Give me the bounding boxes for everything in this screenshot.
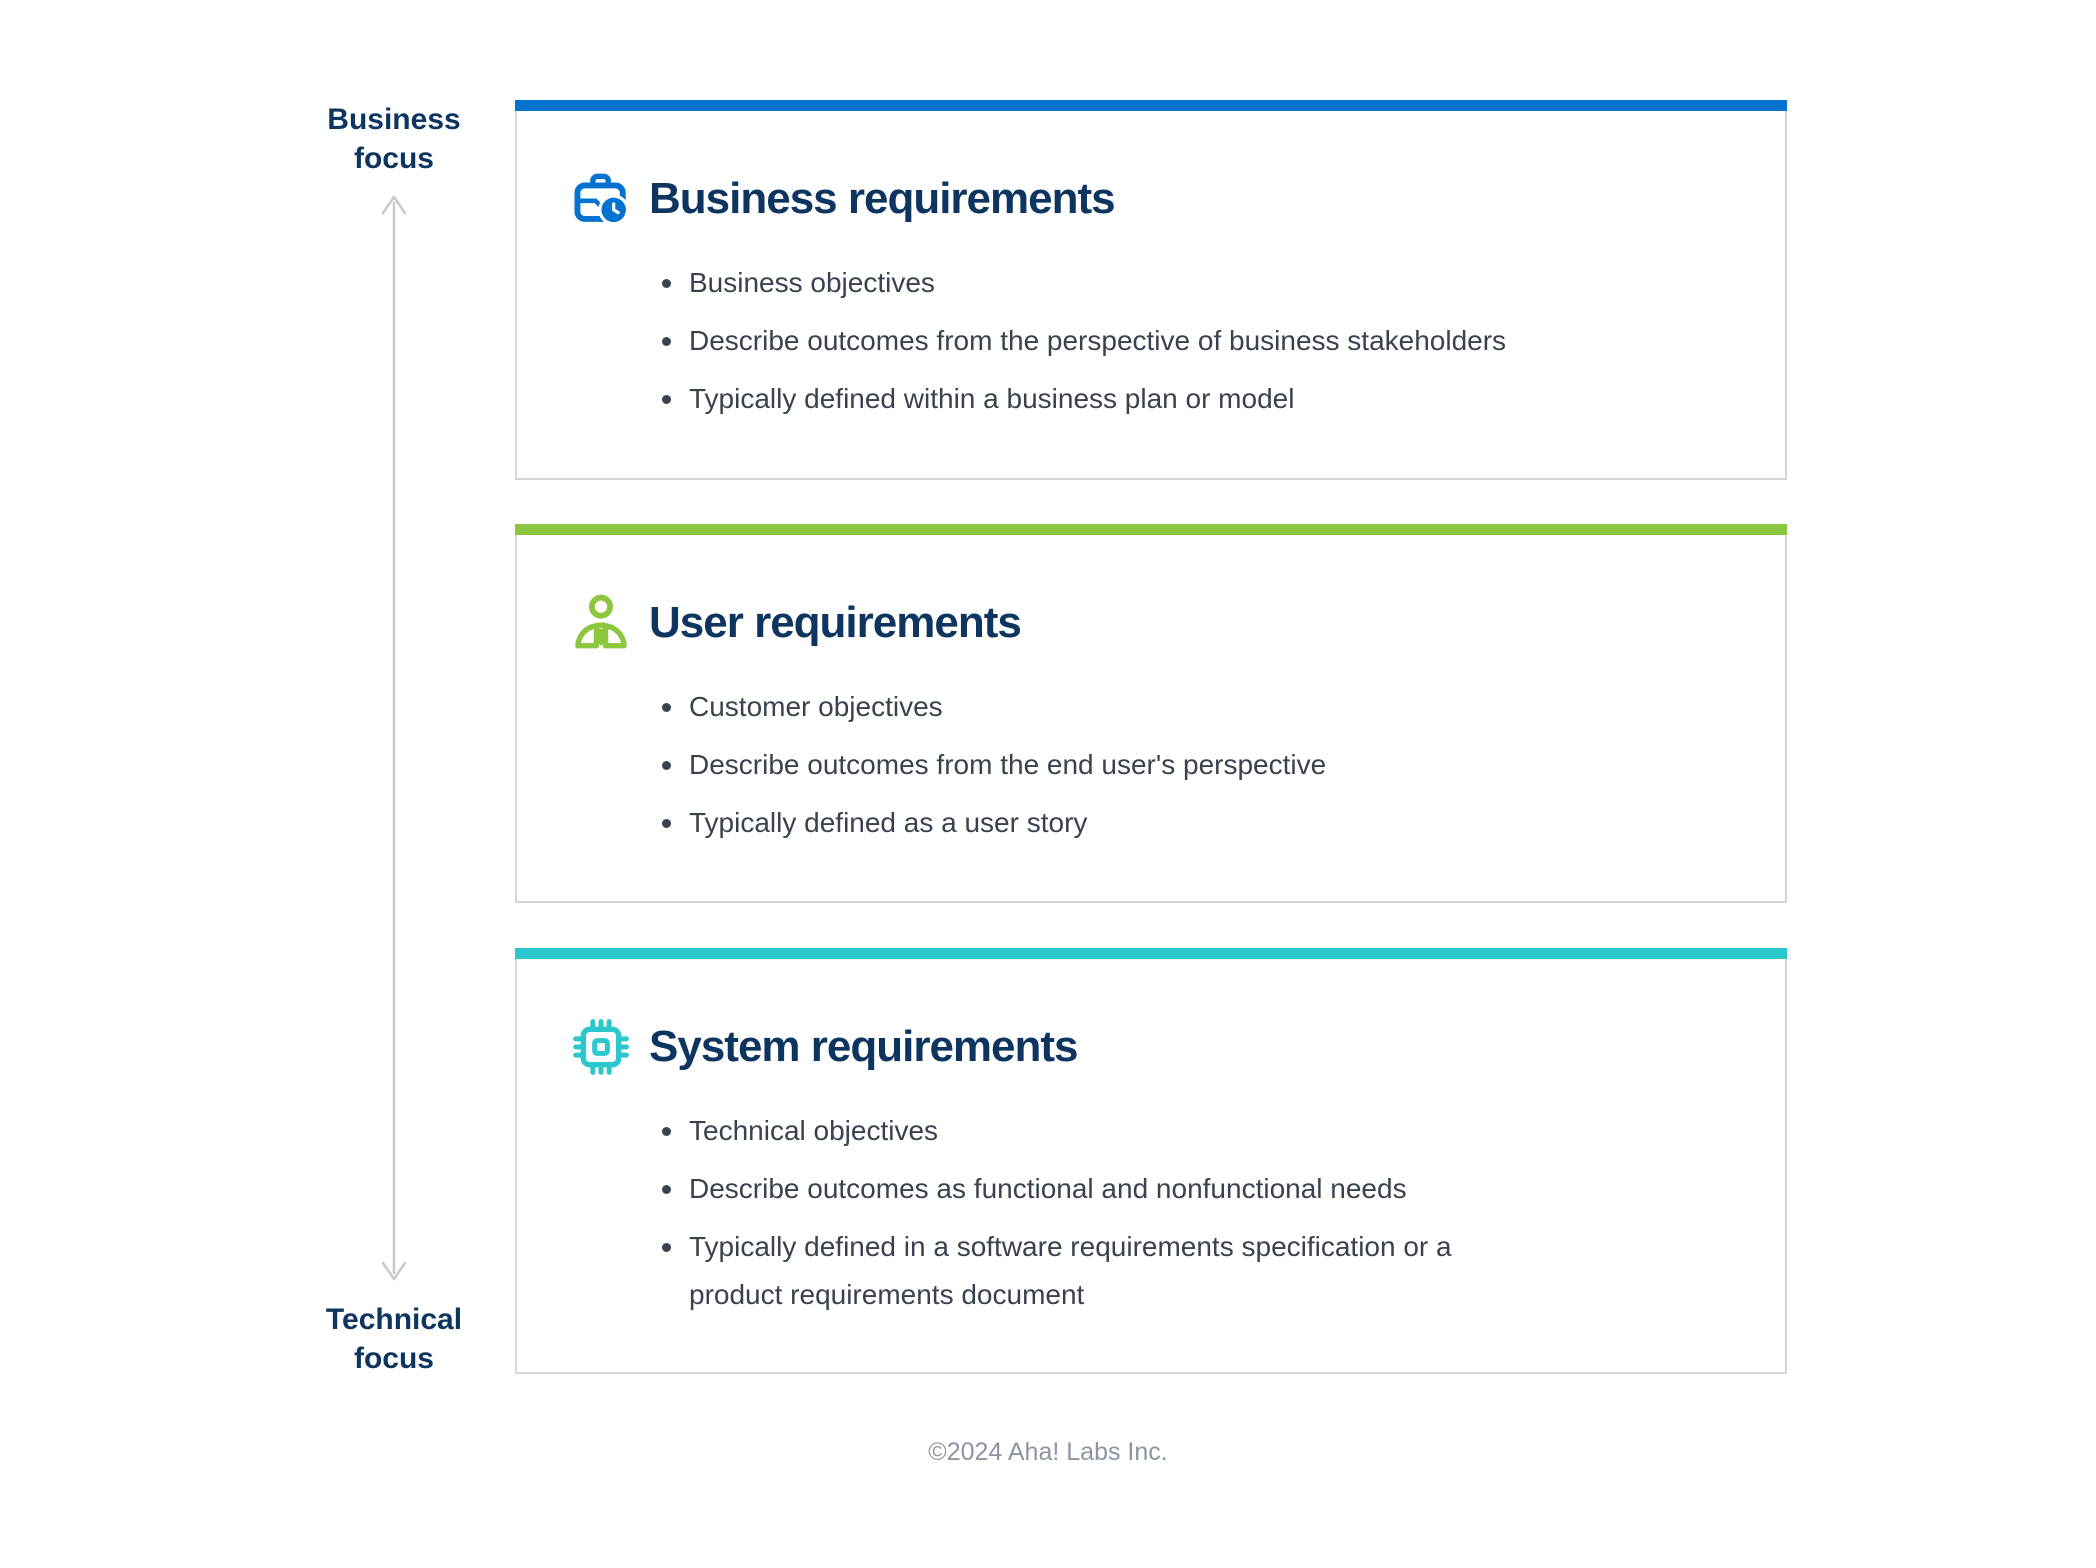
bullet-item: Typically defined in a software requirements specification or a product requirements document — [689, 1223, 1539, 1319]
focus-axis-arrow-icon — [378, 190, 410, 1286]
copyright-text: ©2024 Aha! Labs Inc. — [928, 1438, 1168, 1466]
user-requirements-card — [515, 524, 1787, 903]
bullet-item: Business objectives — [689, 259, 1506, 307]
card-bullet-list — [689, 1107, 1539, 1329]
card-title: System requirements — [649, 1022, 1078, 1071]
bullet-item: Describe outcomes as functional and nonfunctional needs — [689, 1165, 1539, 1213]
bullet-item: Describe outcomes from the perspective of business stakeholders — [689, 317, 1506, 365]
system-requirements-card — [515, 948, 1787, 1374]
business-requirements-card — [515, 100, 1787, 480]
bullet-item: Describe outcomes from the end user's perspective — [689, 741, 1326, 789]
card-bullet-list — [689, 259, 1506, 433]
card-title: User requirements — [649, 598, 1021, 647]
bullet-item: Typically defined as a user story — [689, 799, 1326, 847]
card-title: Business requirements — [649, 174, 1115, 223]
card-accent-bar — [515, 524, 1787, 535]
card-accent-bar — [515, 948, 1787, 959]
briefcase-clock-icon — [572, 167, 630, 231]
bullet-item: Customer objectives — [689, 683, 1326, 731]
card-bullet-list — [689, 683, 1326, 857]
bullet-item: Technical objectives — [689, 1107, 1539, 1155]
bullet-item: Typically defined within a business plan or model — [689, 375, 1506, 423]
user-icon — [572, 591, 630, 655]
technical-focus-label: Technical focus — [325, 1303, 463, 1375]
business-focus-label: Business focus — [327, 103, 461, 175]
card-accent-bar — [515, 100, 1787, 111]
chip-icon — [572, 1015, 630, 1079]
